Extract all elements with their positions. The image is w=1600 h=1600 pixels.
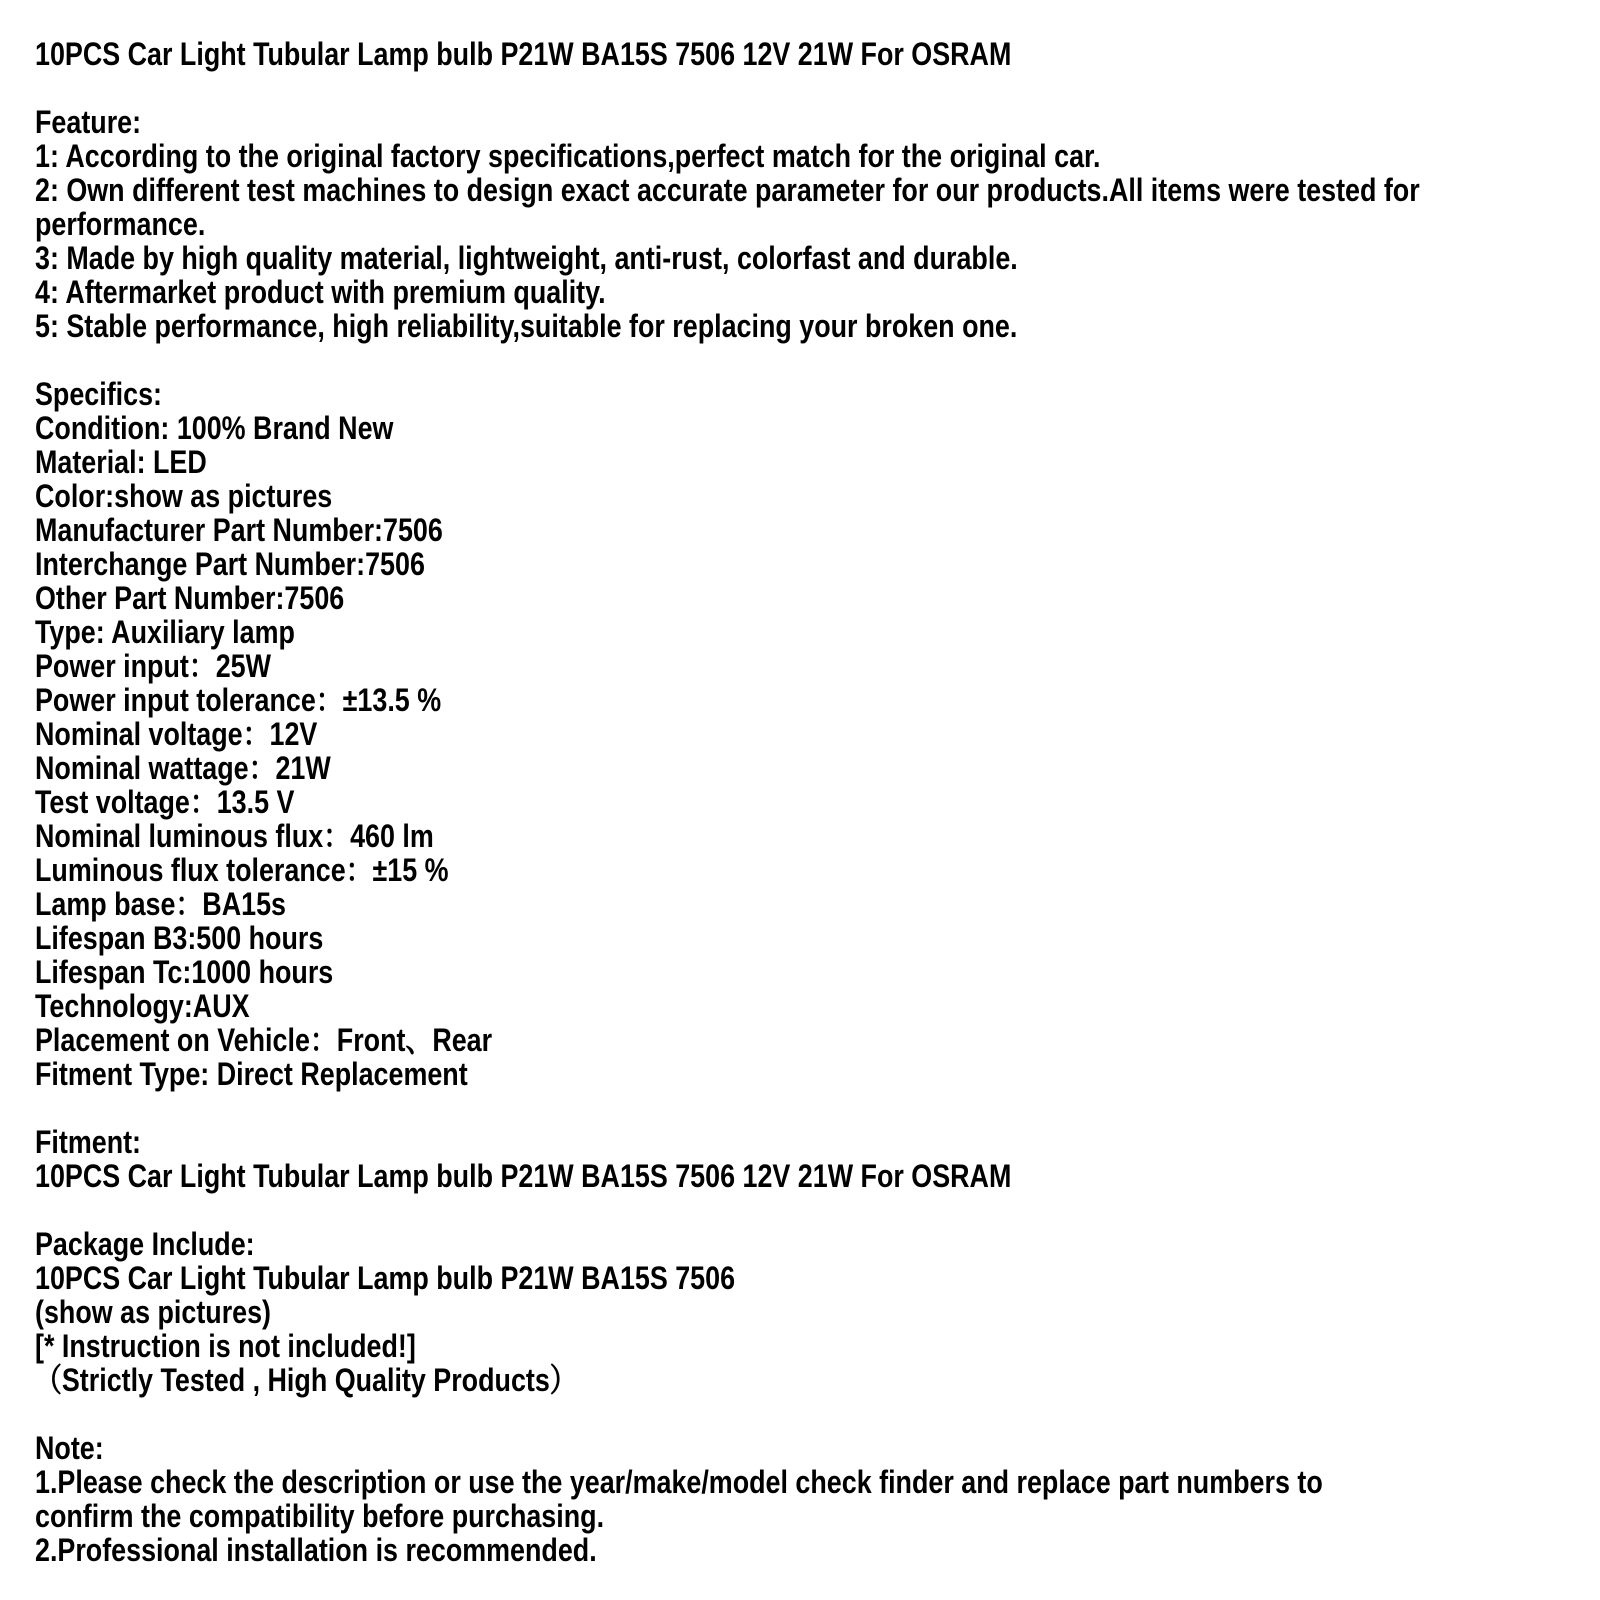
text-line: confirm the compatibility before purchasing.	[35, 1498, 605, 1534]
section-package-include	[35, 1227, 1570, 1397]
text-line: （Strictly Tested , High Quality Products）	[35, 1362, 577, 1398]
text-line: Technology:AUX	[35, 988, 250, 1024]
section-heading-package-include: Package Include:	[35, 1226, 255, 1262]
text-line: Power input：25W	[35, 648, 271, 684]
section-heading-specifics: Specifics:	[35, 376, 162, 412]
text-line: Color:show as pictures	[35, 478, 333, 514]
text-line: Placement on Vehicle：Front、Rear	[35, 1022, 493, 1058]
text-line: 2.Professional installation is recommended.	[35, 1532, 597, 1568]
text-line: Lamp base：BA15s	[35, 886, 286, 922]
text-line: [* Instruction is not included!]	[35, 1328, 416, 1364]
product-title: 10PCS Car Light Tubular Lamp bulb P21W BA15S 7506 12V 21W For OSRAM	[35, 36, 1012, 72]
text-line: 5: Stable performance, high reliability,suitable for replacing your broken one.	[35, 308, 1018, 344]
section-lines-note	[35, 1465, 1570, 1567]
text-line: Nominal wattage：21W	[35, 750, 331, 786]
section-heading-note: Note:	[35, 1430, 104, 1466]
text-line: 4: Aftermarket product with premium quality.	[35, 274, 606, 310]
section-lines-feature	[35, 139, 1570, 343]
section-note	[35, 1431, 1570, 1567]
text-line: Lifespan B3:500 hours	[35, 920, 324, 956]
text-line: performance.	[35, 206, 206, 242]
text-line: Interchange Part Number:7506	[35, 546, 425, 582]
text-line: Fitment Type: Direct Replacement	[35, 1056, 468, 1092]
text-line: 1: According to the original factory specifications,perfect match for the original car.	[35, 138, 1101, 174]
text-line: 2: Own different test machines to design exact accurate parameter for our products.All items were tested for	[35, 172, 1420, 208]
section-heading-feature: Feature:	[35, 104, 142, 140]
text-line: Other Part Number:7506	[35, 580, 345, 616]
section-lines-package-include	[35, 1261, 1570, 1397]
text-line: 10PCS Car Light Tubular Lamp bulb P21W BA15S 7506 12V 21W For OSRAM	[35, 1158, 1012, 1194]
text-line: Luminous flux tolerance：±15 %	[35, 852, 449, 888]
section-fitment	[35, 1125, 1570, 1193]
text-line: Test voltage：13.5 V	[35, 784, 295, 820]
section-specifics	[35, 377, 1570, 1091]
text-line: Material: LED	[35, 444, 207, 480]
text-line: Power input tolerance：±13.5 %	[35, 682, 442, 718]
section-feature	[35, 105, 1570, 343]
text-line: Lifespan Tc:1000 hours	[35, 954, 334, 990]
text-line: 10PCS Car Light Tubular Lamp bulb P21W BA15S 7506	[35, 1260, 736, 1296]
text-line: Nominal luminous flux：460 lm	[35, 818, 434, 854]
text-line: Manufacturer Part Number:7506	[35, 512, 443, 548]
section-heading-fitment: Fitment:	[35, 1124, 142, 1160]
text-line: 1.Please check the description or use the year/make/model check finder and replace part numbers to	[35, 1464, 1323, 1500]
text-line: Nominal voltage：12V	[35, 716, 318, 752]
text-line: 3: Made by high quality material, lightweight, anti-rust, colorfast and durable.	[35, 240, 1018, 276]
section-lines-specifics	[35, 411, 1570, 1091]
text-line: Condition: 100% Brand New	[35, 410, 394, 446]
section-lines-fitment	[35, 1159, 1570, 1193]
text-line: Type: Auxiliary lamp	[35, 614, 295, 650]
text-line: (show as pictures)	[35, 1294, 272, 1330]
